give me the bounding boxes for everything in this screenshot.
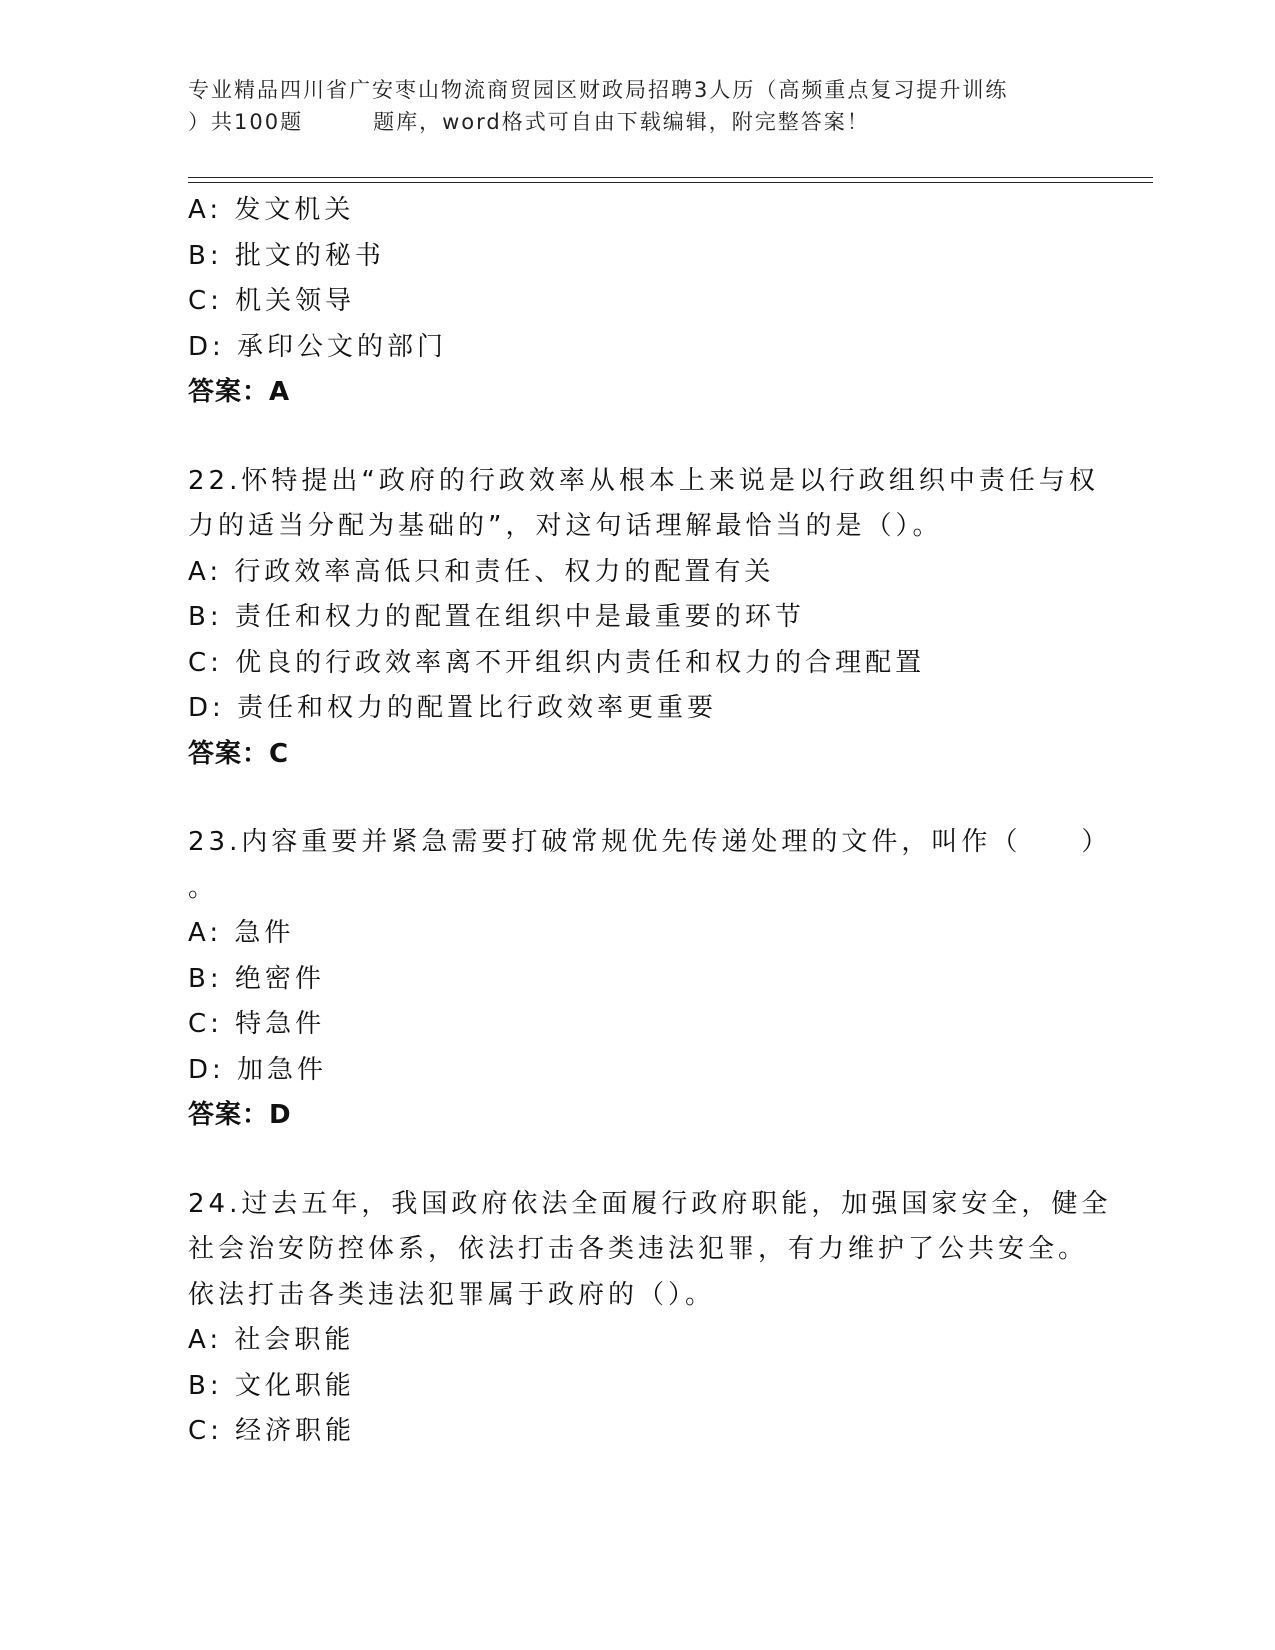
question-22 <box>188 459 1099 778</box>
document-body <box>188 188 1112 1455</box>
option-a: A: 行政效率高低只和责任、权力的配置有关 <box>188 556 775 587</box>
page-header <box>188 74 1088 138</box>
option-b: B: 批文的秘书 <box>188 240 385 271</box>
option-d: D: 责任和权力的配置比行政效率更重要 <box>188 693 718 723</box>
header-line-2 <box>188 106 1088 138</box>
option-c: C: 经济职能 <box>188 1416 356 1446</box>
question-23 <box>188 820 1112 1139</box>
header-divider-bottom <box>188 182 1153 183</box>
header-line-1: 专业精品四川省广安枣山物流商贸园区财政局招聘3人历（高频重点复习提升训练 <box>188 78 1009 102</box>
question-stem-line: 。 <box>188 872 219 903</box>
header-divider-top <box>188 177 1153 178</box>
question-stem-line: 24.过去五年，我国政府依法全面履行政府职能，加强国家安全，健全 <box>188 1188 1112 1219</box>
question-stem-line: 22.怀特提出“政府的行政效率从根本上来说是以行政组织中责任与权 <box>188 465 1099 496</box>
answer: 答案：C <box>188 738 290 769</box>
question-stem-line: 依法打击各类违法犯罪属于政府的（）。 <box>188 1279 716 1310</box>
header-line-2-left: ）共100题 <box>188 110 304 134</box>
option-b: B: 责任和权力的配置在组织中是最重要的环节 <box>188 602 805 632</box>
option-b: B: 文化职能 <box>188 1370 355 1401</box>
answer: 答案：D <box>188 1100 292 1130</box>
question-24 <box>188 1182 1112 1455</box>
header-line-2-right: 题库，word格式可自由下载编辑，附完整答案！ <box>373 110 870 134</box>
option-a: A: 急件 <box>188 918 295 948</box>
option-c: C: 机关领导 <box>188 286 356 316</box>
question-stem-line: 23.内容重要并紧急需要打破常规优先传递处理的文件，叫作（ ） <box>188 827 1112 857</box>
question-stem-line: 社会治安防控体系，依法打击各类违法犯罪，有力维护了公共安全。 <box>188 1234 1089 1264</box>
option-d: D: 承印公文的部门 <box>188 331 448 362</box>
option-a: A: 社会职能 <box>188 1325 355 1355</box>
answer: 答案：A <box>188 377 291 407</box>
option-a: A: 发文机关 <box>188 195 355 225</box>
question-21 <box>188 188 1088 416</box>
option-c: C: 特急件 <box>188 1009 326 1039</box>
option-c: C: 优良的行政效率离不开组织内责任和权力的合理配置 <box>188 647 926 678</box>
option-d: D: 加急件 <box>188 1054 328 1085</box>
option-b: B: 绝密件 <box>188 963 325 994</box>
question-stem-line: 力的适当分配为基础的”，对这句话理解最恰当的是（）。 <box>188 511 943 541</box>
